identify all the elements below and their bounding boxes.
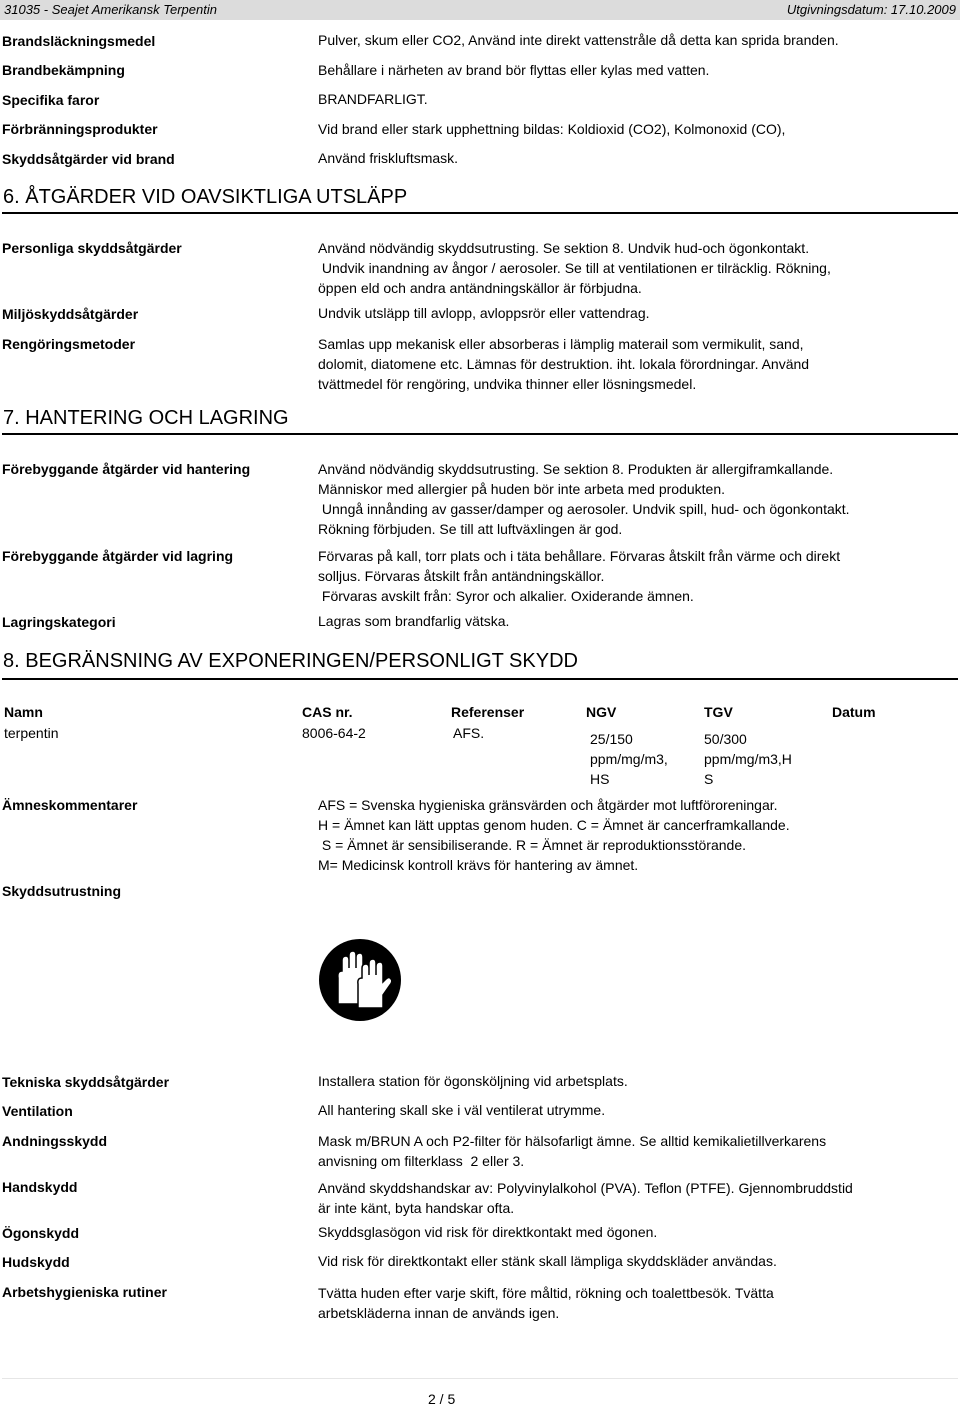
label-hudskydd: Hudskydd bbox=[2, 1254, 70, 1270]
section-8-title: 8. BEGRÄNSNING AV EXPONERINGEN/PERSONLIGT SKYDD bbox=[3, 650, 578, 672]
section-divider bbox=[2, 678, 958, 680]
value-personliga-skyddsatgarder: Använd nödvändig skyddsutrusting. Se sektion 8. Undvik hud-och ögonkontakt. Undvik inandning av ångor / aerosoler. Se till at ventilationen er tilräcklig. Rökning, öppen eld och andra antändningskällor är förbjudna. bbox=[318, 240, 831, 296]
value-tekniska-skyddsatgarder: Installera station för ögonsköljning vid arbetsplats. bbox=[318, 1073, 628, 1089]
label-rengoringsmetoder: Rengöringsmetoder bbox=[2, 336, 136, 352]
value-ventilation: All hantering skall ske i väl ventilerat utrymme. bbox=[318, 1102, 606, 1118]
label-skyddsutrustning: Skyddsutrustning bbox=[2, 883, 122, 899]
value-brandslackningsmedel: Pulver, skum eller CO2, Använd inte direkt vattenstråle då detta kan sprida branden. bbox=[318, 32, 839, 48]
table-header-ngv: NGV bbox=[586, 704, 617, 720]
label-tekniska-skyddsatgarder: Tekniska skyddsåtgärder bbox=[2, 1074, 170, 1090]
table-cell-ngv: 25/150 ppm/mg/m3, HS bbox=[590, 731, 668, 787]
value-forebyggande-lagring: Förvaras på kall, torr plats och i täta behållare. Förvaras åtskilt från värme och direkt solljus. Förvaras åtskilt från antändningskällor. Förvaras avskilt från: Syror och alkalier. Oxiderande ämnen. bbox=[318, 548, 841, 604]
value-forbranningsprodukter: Vid brand eller stark upphettning bildas: Koldioxid (CO2), Kolmonoxid (CO), bbox=[318, 121, 786, 137]
label-amneskommentarer: Ämneskommentarer bbox=[2, 797, 138, 813]
table-header-tgv: TGV bbox=[704, 704, 733, 720]
value-hudskydd: Vid risk för direktkontakt eller stänk skall lämpliga skyddskläder användas. bbox=[318, 1253, 777, 1269]
value-ogonskydd: Skyddsglasögon vid risk för direktkontakt med ögonen. bbox=[318, 1224, 658, 1240]
label-forebyggande-lagring: Förebyggande åtgärder vid lagring bbox=[2, 548, 234, 564]
label-miljoskyddsatgarder: Miljöskyddsåtgärder bbox=[2, 306, 139, 322]
value-amneskommentarer: AFS = Svenska hygieniska gränsvärden och åtgärder mot luftföroreningar. H = Ämnet kan lätt upptas genom huden. C = Ämnet är cancerframkallande. S = Ämnet är sensibiliserande. R = Ämnet är reproduktionsstörande. M= Medicinsk kontroll krävs för hantering av ämnet. bbox=[318, 797, 790, 873]
value-brandbekampning: Behållare i närheten av brand bör flyttas eller kylas med vatten. bbox=[318, 62, 710, 78]
value-rengoringsmetoder: Samlas upp mekanisk eller absorberas i lämplig materail som vermikulit, sand, dolomit, diatomene etc. Lämnas för destruktion. iht. lokala förordningar. Använd tvättmedel för rengöring, undvika thinner eller lösningsmedel. bbox=[318, 336, 810, 392]
section-divider bbox=[2, 433, 958, 435]
value-andningsskydd: Mask m/BRUN A och P2-filter för hälsofarligt ämne. Se alltid kemikalietillverkarens anvisning om filterklass 2 eller 3. bbox=[318, 1133, 827, 1169]
value-lagringskategori: Lagras som brandfarlig vätska. bbox=[318, 613, 510, 629]
table-cell-cas: 8006-64-2 bbox=[302, 725, 366, 741]
value-specifika-faror: BRANDFARLIGT. bbox=[318, 91, 428, 107]
label-specifika-faror: Specifika faror bbox=[2, 92, 100, 108]
section-6-title: 6. ÅTGÄRDER VID OAVSIKTLIGA UTSLÄPP bbox=[3, 186, 408, 208]
label-ogonskydd: Ögonskydd bbox=[2, 1225, 80, 1241]
value-forebyggande-hantering: Använd nödvändig skyddsutrusting. Se sektion 8. Produkten är allergiframkallande. Människor med allergier på huden bör inte arbeta med produkten. Unngå innånding av gasser/damper og aerosoler. Undvik spill, hud- och ögonkontakt. Rökning förbjuden. Se till att luftväxlingen är god. bbox=[318, 461, 850, 537]
label-ventilation: Ventilation bbox=[2, 1103, 73, 1119]
product-title: 31035 - Seajet Amerikansk Terpentin bbox=[4, 2, 217, 17]
table-header-datum: Datum bbox=[832, 704, 876, 720]
label-lagringskategori: Lagringskategori bbox=[2, 614, 116, 630]
label-personliga-skyddsatgarder: Personliga skyddsåtgärder bbox=[2, 240, 182, 256]
section-7-title: 7. HANTERING OCH LAGRING bbox=[3, 407, 289, 429]
label-brandslackningsmedel: Brandsläckningsmedel bbox=[2, 33, 156, 49]
value-handskydd: Använd skyddshandskar av: Polyvinylalkohol (PVA). Teflon (PTFE). Gjennombruddstid är inte känt, byta handskar ofta. bbox=[318, 1180, 853, 1216]
footer-divider bbox=[2, 1378, 958, 1379]
table-cell-tgv: 50/300 ppm/mg/m3,H S bbox=[704, 731, 792, 787]
section-divider bbox=[2, 212, 958, 214]
label-forebyggande-hantering: Förebyggande åtgärder vid hantering bbox=[2, 461, 251, 477]
issue-date: Utgivningsdatum: 17.10.2009 bbox=[786, 2, 956, 17]
table-cell-namn: terpentin bbox=[4, 725, 59, 741]
label-handskydd: Handskydd bbox=[2, 1179, 78, 1195]
label-arbetshygieniska-rutiner: Arbetshygieniska rutiner bbox=[2, 1284, 167, 1300]
table-cell-referenser: AFS. bbox=[453, 725, 485, 741]
page-number: 2 / 5 bbox=[428, 1391, 456, 1407]
value-skyddsatgarder-vid-brand: Använd friskluftsmask. bbox=[318, 150, 459, 166]
protective-gloves-icon bbox=[318, 938, 402, 1022]
label-andningsskydd: Andningsskydd bbox=[2, 1133, 108, 1149]
label-brandbekampning: Brandbekämpning bbox=[2, 62, 125, 78]
value-miljoskyddsatgarder: Undvik utsläpp till avlopp, avloppsrör eller vattendrag. bbox=[318, 305, 650, 321]
label-skyddsatgarder-vid-brand: Skyddsåtgärder vid brand bbox=[2, 151, 175, 167]
table-header-referenser: Referenser bbox=[451, 704, 525, 720]
value-arbetshygieniska-rutiner: Tvätta huden efter varje skift, före måltid, rökning och toalettbesök. Tvätta arbetskläderna innan de används igen. bbox=[318, 1285, 774, 1321]
table-header-namn: Namn bbox=[4, 704, 43, 720]
label-forbranningsprodukter: Förbränningsprodukter bbox=[2, 121, 158, 137]
table-header-cas: CAS nr. bbox=[302, 704, 353, 720]
